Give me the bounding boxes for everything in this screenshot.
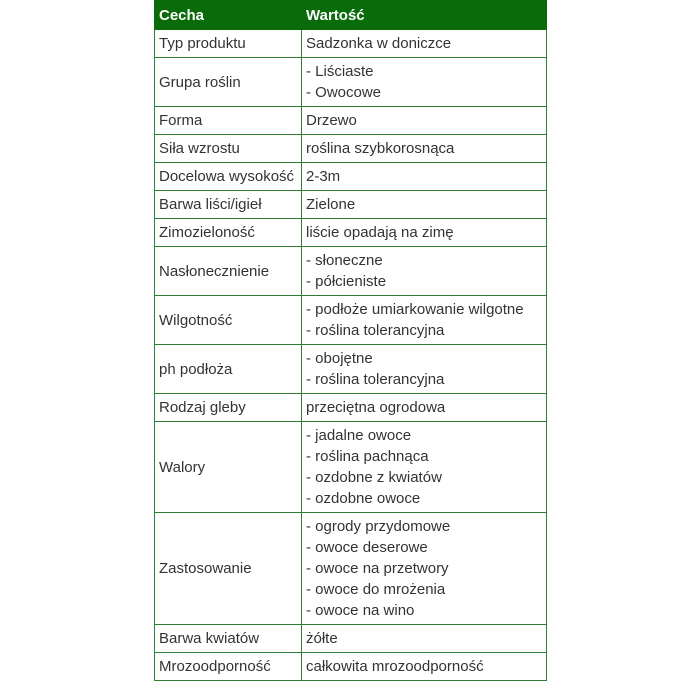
table-row: [155, 422, 547, 513]
value-line: liście opadają na zimę: [306, 224, 454, 241]
value-line: Zielone: [306, 196, 356, 213]
value-line: - jadalne owoce: [306, 427, 412, 444]
value-line: - obojętne: [306, 350, 373, 367]
feature-cell: Mrozoodporność: [155, 653, 302, 681]
value-line: 2-3m: [306, 168, 341, 185]
feature-cell: Barwa kwiatów: [155, 625, 302, 653]
table-row: [155, 58, 547, 107]
feature-cell: ph podłoża: [155, 345, 302, 394]
value-line: - owoce do mrożenia: [306, 581, 446, 598]
table-row: [155, 394, 547, 422]
feature-cell: Walory: [155, 422, 302, 513]
value-line: - roślina tolerancyjna: [306, 322, 445, 339]
value-cell: [302, 653, 547, 681]
feature-cell: Zastosowanie: [155, 513, 302, 625]
value-cell: [302, 107, 547, 135]
value-line: - półcieniste: [306, 273, 387, 290]
table-body: [155, 30, 547, 681]
value-cell: [302, 422, 547, 513]
value-line: przeciętna ogrodowa: [306, 399, 446, 416]
feature-cell: Wilgotność: [155, 296, 302, 345]
value-line: - owoce na wino: [306, 602, 415, 619]
value-cell: [302, 394, 547, 422]
table-row: [155, 107, 547, 135]
value-line: - roślina tolerancyjna: [306, 371, 445, 388]
value-cell: [302, 345, 547, 394]
table-row: [155, 653, 547, 681]
value-line: - podłoże umiarkowanie wilgotne: [306, 301, 524, 318]
value-line: - owoce na przetwory: [306, 560, 449, 577]
feature-cell: Docelowa wysokość: [155, 163, 302, 191]
value-line: - owoce deserowe: [306, 539, 428, 556]
value-line: - słoneczne: [306, 252, 383, 269]
table-row: [155, 296, 547, 345]
table-row: [155, 513, 547, 625]
value-line: - ozdobne z kwiatów: [306, 469, 442, 486]
value-line: - roślina pachnąca: [306, 448, 429, 465]
value-cell: [302, 219, 547, 247]
feature-cell: Typ produktu: [155, 30, 302, 58]
feature-cell: Barwa liści/igieł: [155, 191, 302, 219]
feature-cell: Rodzaj gleby: [155, 394, 302, 422]
value-line: Sadzonka w doniczce: [306, 35, 452, 52]
table-row: [155, 191, 547, 219]
value-cell: [302, 513, 547, 625]
feature-cell: Nasłonecznienie: [155, 247, 302, 296]
value-cell: [302, 247, 547, 296]
table-row: [155, 163, 547, 191]
value-line: Drzewo: [306, 112, 357, 129]
header-feature: Cecha: [155, 1, 302, 30]
value-cell: [302, 296, 547, 345]
product-specs-table: [154, 0, 547, 681]
value-cell: [302, 58, 547, 107]
feature-cell: Siła wzrostu: [155, 135, 302, 163]
value-line: - ogrody przydomowe: [306, 518, 451, 535]
value-line: żółte: [306, 630, 338, 647]
table-row: [155, 135, 547, 163]
table-row: [155, 625, 547, 653]
value-cell: [302, 163, 547, 191]
value-line: roślina szybkorosnąca: [306, 140, 455, 157]
header-value: Wartość: [302, 1, 547, 30]
feature-cell: Zimozieloność: [155, 219, 302, 247]
feature-cell: Grupa roślin: [155, 58, 302, 107]
value-cell: [302, 30, 547, 58]
value-cell: [302, 191, 547, 219]
table-row: [155, 345, 547, 394]
table-row: [155, 30, 547, 58]
value-line: całkowita mrozoodporność: [306, 658, 484, 675]
value-line: - Liściaste: [306, 63, 374, 80]
table-header-row: [155, 1, 547, 30]
value-line: - ozdobne owoce: [306, 490, 421, 507]
value-line: - Owocowe: [306, 84, 382, 101]
table-row: [155, 247, 547, 296]
feature-cell: Forma: [155, 107, 302, 135]
value-cell: [302, 625, 547, 653]
value-cell: [302, 135, 547, 163]
table-row: [155, 219, 547, 247]
product-specs-table-wrapper: [154, 0, 546, 681]
